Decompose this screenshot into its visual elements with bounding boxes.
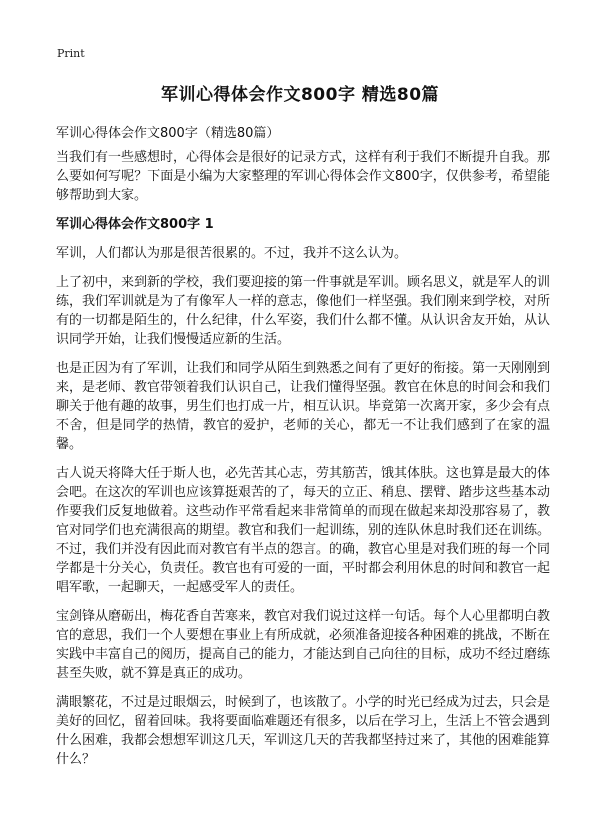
paragraph: 军训，人们都认为那是很苦很累的。不过，我并不这么认为。 [56,246,408,261]
page-subtitle: 军训心得体会作文800字（精选80篇） [56,126,280,141]
paragraph: 宝剑锋从磨砺出，梅花香自苦寒来，教官对我们说过这样一句话。每个人心里都明白教官的意思，我们一个人要想在事业上有所成就，必须准备迎接各种困难的挑战，不断在实践中丰富自己的阅历，提高自己的能力，才能达到自己向往的目标，成功不经过磨练甚至失败，就不算是真正的成功。 [56,609,551,681]
paragraph: 上了初中，来到新的学校，我们要迎接的第一件事就是军训。顾名思义，就是军人的训练，我们军训就是为了有像军人一样的意志，像他们一样坚强。我们刚来到学校，对所有的一切都是陌生的，什么纪律，什么军姿，我们什么都不懂。从认识舍友开始，从认识同学开始，让我们慢慢适应新的生活。 [56,275,551,347]
intro-paragraph: 当我们有一些感想时，心得体会是很好的记录方式，这样有利于我们不断提升自我。那么要如何写呢？下面是小编为大家整理的军训心得体会作文800字，仅供参考，希望能够帮助到大家。 [56,150,551,203]
paragraph: 也是正因为有了军训，让我们和同学从陌生到熟悉之间有了更好的衔接。第一天刚刚到来，是老师、教官带领着我们认识自己，让我们懂得坚强。教官在休息的时间会和我们聊关于他有趣的故事，男生们也打成一片，相互认识。毕竟第一次离开家，多少会有点不舍，但是同学的热情，教官的爱护，老师的关心，都无一不让我们感到了在家的温馨。 [56,361,551,452]
page-title: 军训心得体会作文800字 精选80篇 [160,85,440,105]
print-label[interactable]: Print [57,47,85,60]
paragraph: 满眼繁花，不过是过眼烟云，时候到了，也该散了。小学的时光已经成为过去，只会是美好的回忆，留着回味。我将要面临难题还有很多，以后在学习上，生活上不管会遇到什么困难，我都会想想军训这几天，军训这几天的苦我都坚持过来了，其他的困难能算什么？ [56,695,551,767]
paragraph: 古人说天将降大任于斯人也，必先苦其心志，劳其筋苦，饿其体肤。这也算是最大的体会吧。在这次的军训也应该算挺艰苦的了，每天的立正、稍息、摆臂、踏步这些基本动作要我们反复地做着。这些动作平常看起来非常简单的而现在做起来却没那容易了，教官对同学们也充满很高的期望。教官和我们一起训练，别的连队休息时我们还在训练。不过，我们并没有因此而对教官有半点的怨言。的确，教官心里是对我们班的每一个同学都是十分关心，负责任。教官也有可爱的一面，平时都会利用休息的时间和教官一起唱军歌，一起聊天，一起感受军人的责任。 [56,466,551,595]
section-heading: 军训心得体会作文800字 1 [56,217,214,232]
article-body [56,148,550,779]
